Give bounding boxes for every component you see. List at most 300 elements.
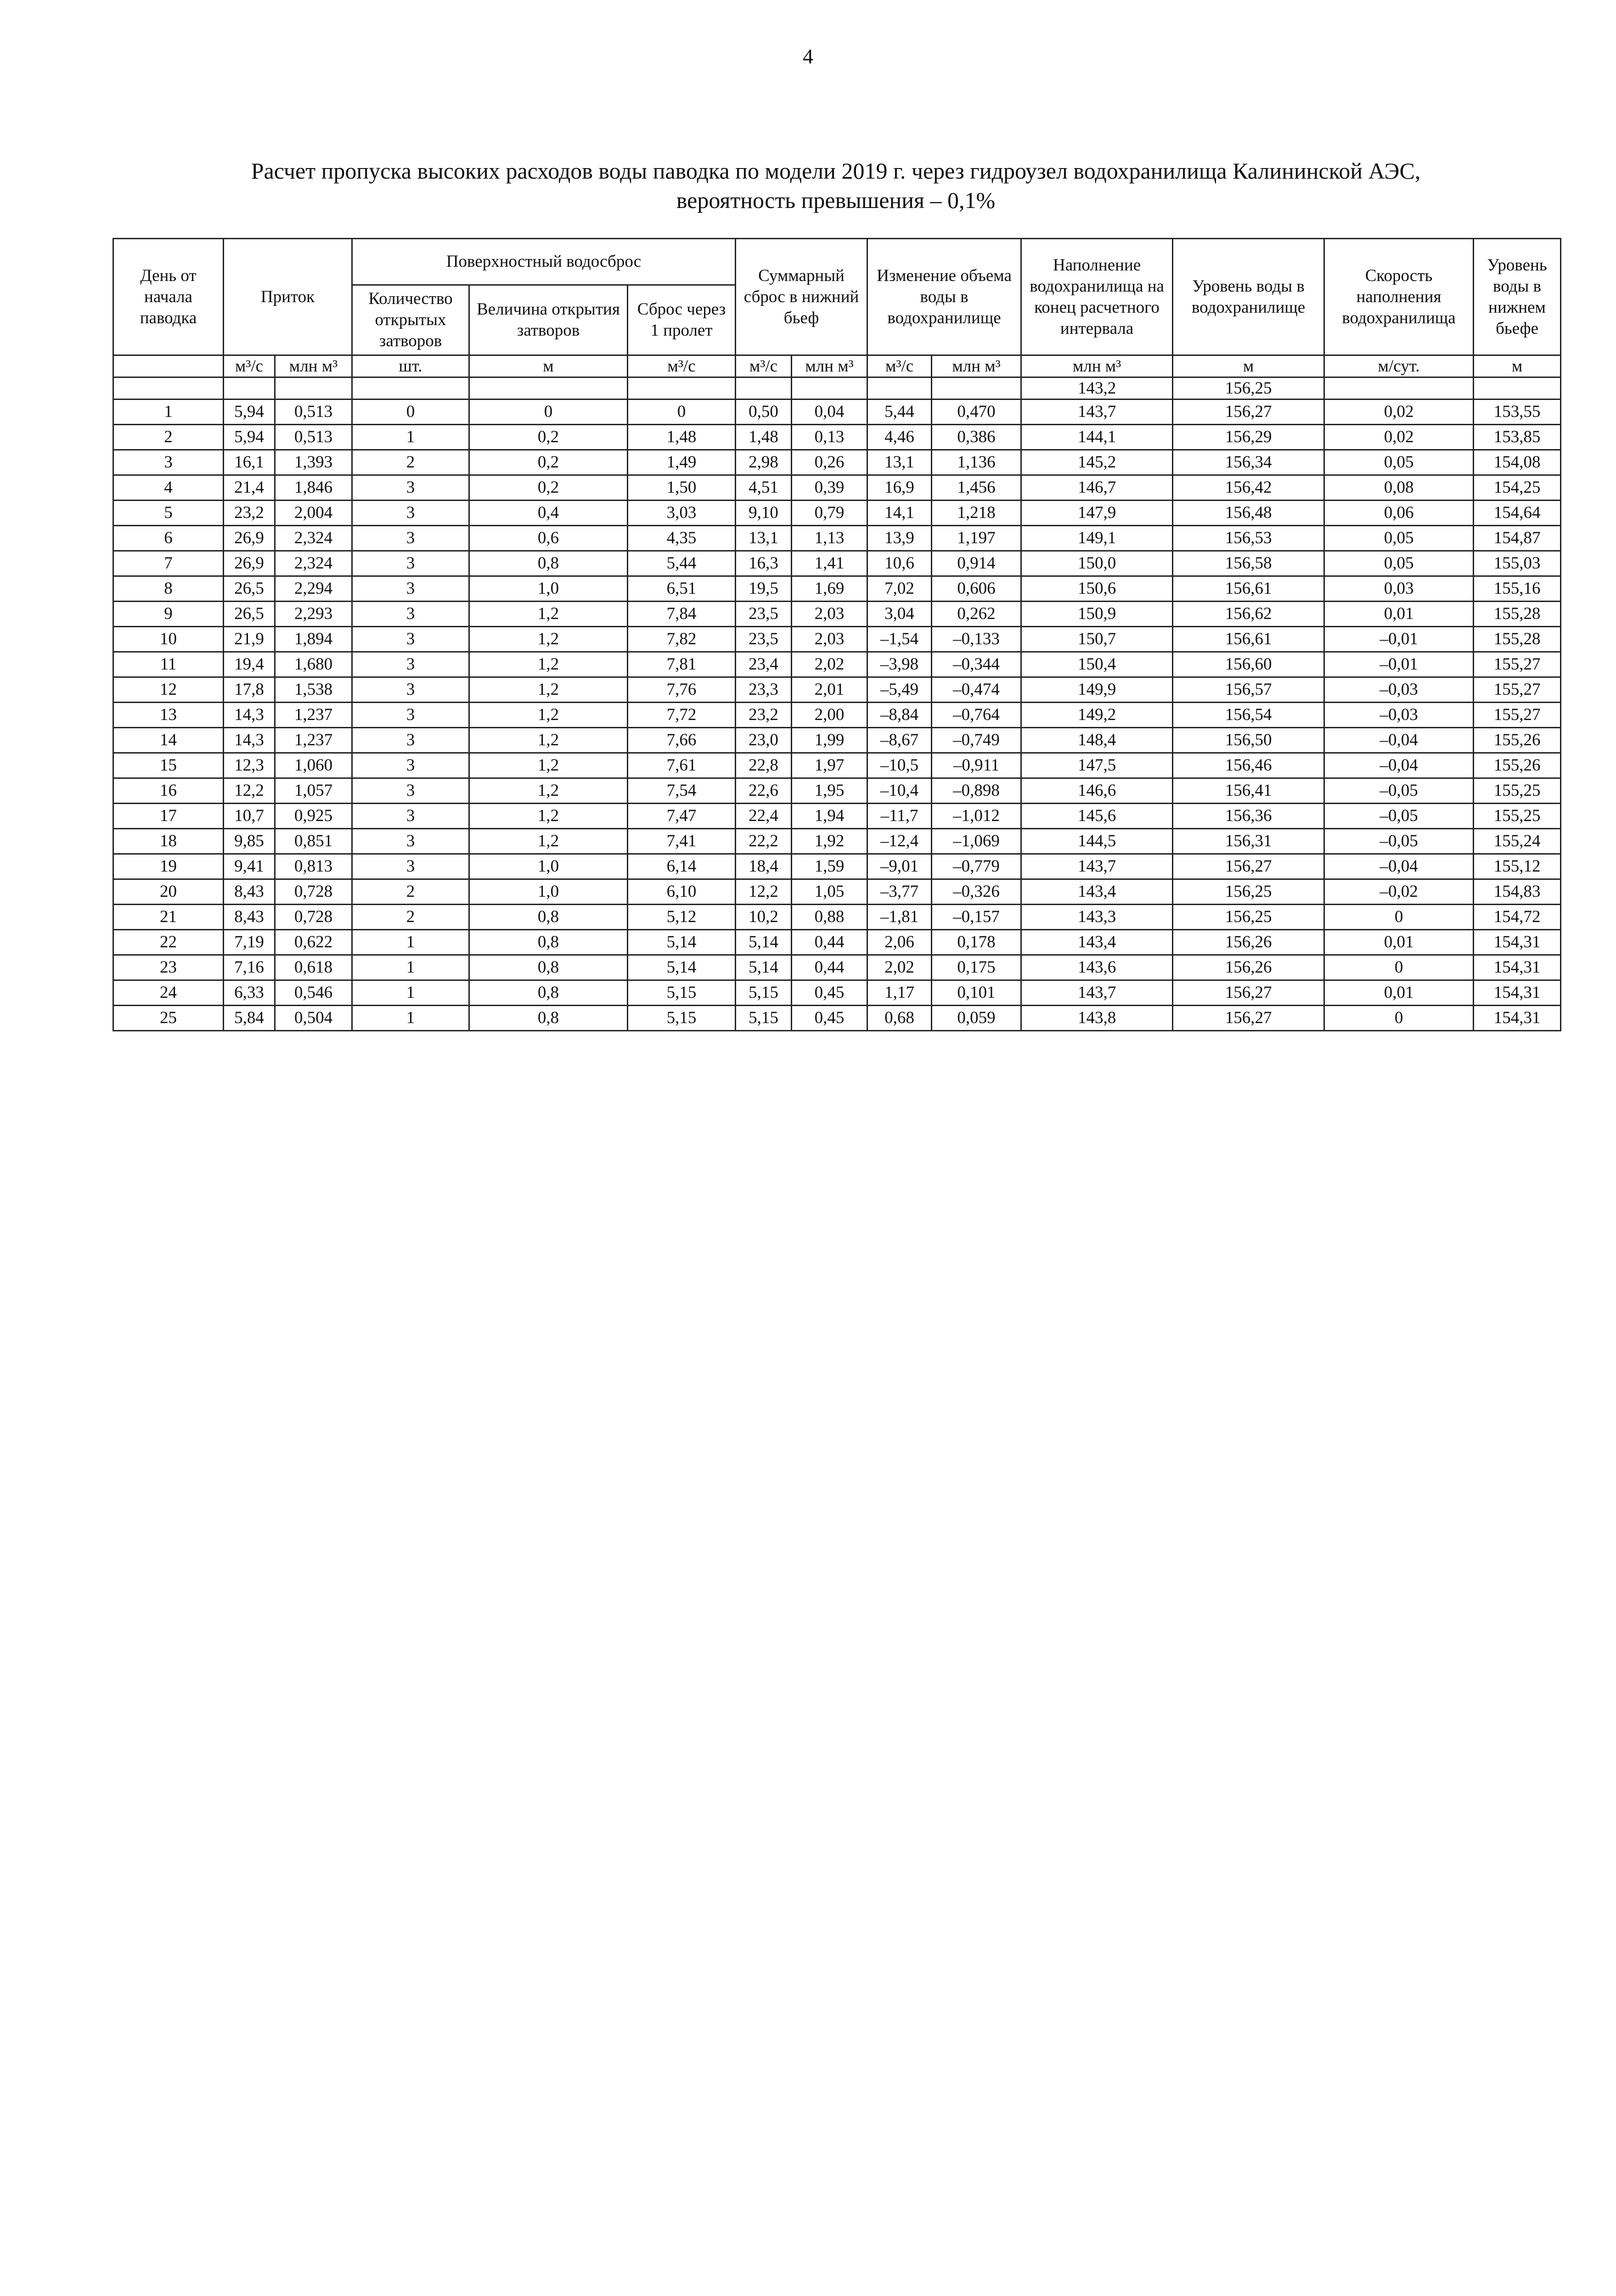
value-cell: 3 — [352, 829, 469, 854]
value-cell: 7,16 — [224, 955, 275, 980]
value-cell: 1,48 — [628, 425, 736, 450]
value-cell: 0,2 — [469, 425, 628, 450]
value-cell: 14,1 — [867, 501, 932, 526]
value-cell: 0,08 — [1324, 475, 1474, 501]
value-cell: 4,51 — [736, 475, 792, 501]
value-cell: 0,26 — [792, 450, 867, 475]
value-cell: 2,293 — [275, 602, 352, 627]
value-cell: 9,41 — [224, 854, 275, 879]
value-cell: 1,49 — [628, 450, 736, 475]
value-cell: 156,42 — [1173, 475, 1324, 501]
value-cell: 12,3 — [224, 753, 275, 778]
value-cell: 1 — [352, 425, 469, 450]
value-cell: 0,504 — [275, 1006, 352, 1031]
value-cell: 150,0 — [1021, 551, 1173, 576]
value-cell: 1,0 — [469, 879, 628, 905]
value-cell: 0,50 — [736, 400, 792, 425]
value-cell: 0,2 — [469, 450, 628, 475]
header-gates-count: Количество открытых затворов — [352, 285, 469, 355]
value-cell: 0,79 — [792, 501, 867, 526]
value-cell: 6,14 — [628, 854, 736, 879]
value-cell: 23,5 — [736, 627, 792, 652]
value-cell: 3 — [352, 627, 469, 652]
value-cell: 0,01 — [1324, 980, 1474, 1006]
value-cell: 1,13 — [792, 526, 867, 551]
value-cell: 1,0 — [469, 854, 628, 879]
value-cell: 10,7 — [224, 804, 275, 829]
value-cell: 149,2 — [1021, 703, 1173, 728]
value-cell: 3 — [352, 753, 469, 778]
value-cell: 3 — [352, 778, 469, 804]
day-cell: 10 — [113, 627, 224, 652]
table-row — [113, 703, 1561, 728]
header-spillway: Поверхностный водосброс — [352, 239, 736, 285]
value-cell: 0,813 — [275, 854, 352, 879]
unit-cell-empty — [113, 355, 224, 377]
value-cell: 5,12 — [628, 905, 736, 930]
table-row — [113, 526, 1561, 551]
value-cell: 23,4 — [736, 652, 792, 677]
header-total-discharge: Суммарный сброс в нижний бьеф — [736, 239, 867, 355]
initial-filling: 143,2 — [1021, 377, 1173, 400]
table-row — [113, 980, 1561, 1006]
value-cell: 0,45 — [792, 1006, 867, 1031]
value-cell: 0,262 — [932, 602, 1021, 627]
value-cell: 143,7 — [1021, 980, 1173, 1006]
value-cell: 154,64 — [1474, 501, 1561, 526]
value-cell: 16,1 — [224, 450, 275, 475]
value-cell: 5,15 — [736, 1006, 792, 1031]
value-cell: 23,0 — [736, 728, 792, 753]
value-cell: 5,44 — [867, 400, 932, 425]
value-cell: 0,513 — [275, 400, 352, 425]
value-cell: 155,12 — [1474, 854, 1561, 879]
unit-cell: млн м³ — [932, 355, 1021, 377]
value-cell: 154,31 — [1474, 955, 1561, 980]
value-cell: –3,77 — [867, 879, 932, 905]
value-cell: 19,4 — [224, 652, 275, 677]
value-cell: 1,538 — [275, 677, 352, 703]
value-cell: 147,9 — [1021, 501, 1173, 526]
value-cell: 154,08 — [1474, 450, 1561, 475]
value-cell: 0 — [1324, 955, 1474, 980]
value-cell: 0,622 — [275, 930, 352, 955]
value-cell: 5,15 — [628, 1006, 736, 1031]
value-cell: 12,2 — [736, 879, 792, 905]
title-line-1: Расчет пропуска высоких расходов воды паводка по модели 2019 г. через гидроузел водохранилища Калининской АЭС, — [251, 158, 1421, 184]
value-cell: 8,43 — [224, 879, 275, 905]
table-row — [113, 450, 1561, 475]
value-cell: 0,03 — [1324, 576, 1474, 602]
day-cell: 23 — [113, 955, 224, 980]
value-cell: –10,5 — [867, 753, 932, 778]
value-cell: 150,6 — [1021, 576, 1173, 602]
value-cell: 9,10 — [736, 501, 792, 526]
unit-cell: млн м³ — [792, 355, 867, 377]
value-cell: 22,2 — [736, 829, 792, 854]
flood-discharge-table — [113, 238, 1561, 1031]
day-cell: 6 — [113, 526, 224, 551]
value-cell: 150,9 — [1021, 602, 1173, 627]
value-cell: 2,01 — [792, 677, 867, 703]
value-cell: 0,44 — [792, 930, 867, 955]
value-cell: 7,19 — [224, 930, 275, 955]
value-cell: 7,66 — [628, 728, 736, 753]
value-cell: 1,05 — [792, 879, 867, 905]
value-cell: 26,5 — [224, 602, 275, 627]
value-cell: 156,26 — [1173, 955, 1324, 980]
value-cell: 1,136 — [932, 450, 1021, 475]
value-cell: 145,6 — [1021, 804, 1173, 829]
header-volume-change: Изменение объема воды в водохранилище — [867, 239, 1021, 355]
header-level-reservoir: Уровень воды в водохранилище — [1173, 239, 1324, 355]
value-cell: –0,01 — [1324, 627, 1474, 652]
value-cell: 143,3 — [1021, 905, 1173, 930]
value-cell: 156,36 — [1173, 804, 1324, 829]
value-cell: 1,48 — [736, 425, 792, 450]
value-cell: –0,04 — [1324, 728, 1474, 753]
value-cell: 1 — [352, 955, 469, 980]
value-cell: –0,02 — [1324, 879, 1474, 905]
value-cell: 156,26 — [1173, 930, 1324, 955]
value-cell: 150,4 — [1021, 652, 1173, 677]
value-cell: 0,546 — [275, 980, 352, 1006]
value-cell: 3 — [352, 804, 469, 829]
value-cell: –0,474 — [932, 677, 1021, 703]
value-cell: 13,9 — [867, 526, 932, 551]
day-cell: 11 — [113, 652, 224, 677]
value-cell: 1,237 — [275, 728, 352, 753]
value-cell: 3,04 — [867, 602, 932, 627]
value-cell: 156,29 — [1173, 425, 1324, 450]
value-cell: 144,1 — [1021, 425, 1173, 450]
value-cell: 0,05 — [1324, 526, 1474, 551]
day-cell: 18 — [113, 829, 224, 854]
table-row — [113, 677, 1561, 703]
value-cell: 6,51 — [628, 576, 736, 602]
day-cell: 4 — [113, 475, 224, 501]
value-cell: –0,03 — [1324, 703, 1474, 728]
value-cell: 0,04 — [792, 400, 867, 425]
value-cell: –0,04 — [1324, 753, 1474, 778]
value-cell: 23,2 — [224, 501, 275, 526]
value-cell: 153,55 — [1474, 400, 1561, 425]
value-cell: 1,41 — [792, 551, 867, 576]
value-cell: 2,324 — [275, 526, 352, 551]
value-cell: 147,5 — [1021, 753, 1173, 778]
day-cell: 19 — [113, 854, 224, 879]
value-cell: 7,76 — [628, 677, 736, 703]
value-cell: 7,72 — [628, 703, 736, 728]
value-cell: –8,67 — [867, 728, 932, 753]
value-cell: 1,17 — [867, 980, 932, 1006]
value-cell: 5,14 — [736, 930, 792, 955]
value-cell: –8,84 — [867, 703, 932, 728]
value-cell: 10,6 — [867, 551, 932, 576]
value-cell: 1,060 — [275, 753, 352, 778]
value-cell: 6,10 — [628, 879, 736, 905]
value-cell: 0,606 — [932, 576, 1021, 602]
day-cell: 24 — [113, 980, 224, 1006]
value-cell: 2,06 — [867, 930, 932, 955]
value-cell: 154,31 — [1474, 930, 1561, 955]
value-cell: 0,8 — [469, 551, 628, 576]
value-cell: 155,27 — [1474, 703, 1561, 728]
value-cell: 0,06 — [1324, 501, 1474, 526]
day-cell: 1 — [113, 400, 224, 425]
value-cell: 0,45 — [792, 980, 867, 1006]
value-cell: –11,7 — [867, 804, 932, 829]
value-cell: 156,34 — [1173, 450, 1324, 475]
table-row — [113, 930, 1561, 955]
value-cell: 1,97 — [792, 753, 867, 778]
value-cell: 3 — [352, 501, 469, 526]
value-cell: 0,8 — [469, 905, 628, 930]
document-title — [138, 156, 1534, 215]
value-cell: 18,4 — [736, 854, 792, 879]
value-cell: 156,25 — [1173, 879, 1324, 905]
value-cell: 1,2 — [469, 753, 628, 778]
value-cell: 3 — [352, 728, 469, 753]
value-cell: 144,5 — [1021, 829, 1173, 854]
value-cell: –0,04 — [1324, 854, 1474, 879]
value-cell: –0,749 — [932, 728, 1021, 753]
initial-level: 156,25 — [1173, 377, 1324, 400]
value-cell: 154,72 — [1474, 905, 1561, 930]
value-cell: 156,27 — [1173, 854, 1324, 879]
value-cell: 21,4 — [224, 475, 275, 501]
value-cell: –12,4 — [867, 829, 932, 854]
value-cell: 2,294 — [275, 576, 352, 602]
units-row — [113, 355, 1561, 377]
value-cell: –10,4 — [867, 778, 932, 804]
value-cell: 3 — [352, 854, 469, 879]
day-cell: 17 — [113, 804, 224, 829]
value-cell: 17,8 — [224, 677, 275, 703]
value-cell: –0,05 — [1324, 804, 1474, 829]
value-cell: 22,4 — [736, 804, 792, 829]
value-cell: 2,02 — [867, 955, 932, 980]
value-cell: 1,2 — [469, 627, 628, 652]
value-cell: 10,2 — [736, 905, 792, 930]
value-cell: 14,3 — [224, 728, 275, 753]
value-cell: 143,4 — [1021, 879, 1173, 905]
header-level-tailwater: Уровень воды в нижнем бьефе — [1474, 239, 1561, 355]
value-cell: 0,925 — [275, 804, 352, 829]
value-cell: 0 — [469, 400, 628, 425]
unit-cell: м³/с — [736, 355, 792, 377]
header-filling: Наполнение водохранилища на конец расчетного интервала — [1021, 239, 1173, 355]
value-cell: 154,83 — [1474, 879, 1561, 905]
value-cell: 3 — [352, 551, 469, 576]
value-cell: 155,27 — [1474, 677, 1561, 703]
day-cell: 12 — [113, 677, 224, 703]
day-cell: 8 — [113, 576, 224, 602]
table-row — [113, 576, 1561, 602]
day-cell: 15 — [113, 753, 224, 778]
value-cell: 0,8 — [469, 955, 628, 980]
value-cell: 26,9 — [224, 526, 275, 551]
value-cell: 23,5 — [736, 602, 792, 627]
value-cell: 0,470 — [932, 400, 1021, 425]
unit-cell: млн м³ — [275, 355, 352, 377]
value-cell: –1,54 — [867, 627, 932, 652]
value-cell: 1,94 — [792, 804, 867, 829]
value-cell: 5,14 — [628, 930, 736, 955]
value-cell: 0,02 — [1324, 425, 1474, 450]
unit-cell: м³/с — [867, 355, 932, 377]
value-cell: 2,03 — [792, 602, 867, 627]
value-cell: 1,2 — [469, 677, 628, 703]
unit-cell: млн м³ — [1021, 355, 1173, 377]
table-row — [113, 778, 1561, 804]
value-cell: 26,5 — [224, 576, 275, 602]
value-cell: 156,62 — [1173, 602, 1324, 627]
unit-cell: м — [1173, 355, 1324, 377]
value-cell: 23,2 — [736, 703, 792, 728]
value-cell: 143,6 — [1021, 955, 1173, 980]
value-cell: –0,05 — [1324, 829, 1474, 854]
value-cell: 154,31 — [1474, 1006, 1561, 1031]
value-cell: 2,324 — [275, 551, 352, 576]
value-cell: 3 — [352, 602, 469, 627]
day-cell: 2 — [113, 425, 224, 450]
table-body — [113, 400, 1561, 1031]
value-cell: –0,157 — [932, 905, 1021, 930]
unit-cell: шт. — [352, 355, 469, 377]
value-cell: 3 — [352, 576, 469, 602]
header-gate-opening: Величина открытия затворов — [469, 285, 628, 355]
value-cell: 0,4 — [469, 501, 628, 526]
value-cell: 1,69 — [792, 576, 867, 602]
value-cell: 5,94 — [224, 425, 275, 450]
value-cell: 5,15 — [736, 980, 792, 1006]
value-cell: 1,846 — [275, 475, 352, 501]
value-cell: 2 — [352, 879, 469, 905]
value-cell: –5,49 — [867, 677, 932, 703]
page-number: 4 — [803, 45, 813, 68]
unit-cell: м — [469, 355, 628, 377]
unit-cell: м³/с — [628, 355, 736, 377]
value-cell: –0,05 — [1324, 778, 1474, 804]
value-cell: 7,84 — [628, 602, 736, 627]
value-cell: 4,35 — [628, 526, 736, 551]
value-cell: 1,2 — [469, 728, 628, 753]
value-cell: 1,393 — [275, 450, 352, 475]
value-cell: 4,46 — [867, 425, 932, 450]
value-cell: 5,14 — [736, 955, 792, 980]
value-cell: 0 — [352, 400, 469, 425]
value-cell: 1,2 — [469, 652, 628, 677]
value-cell: 0,05 — [1324, 450, 1474, 475]
value-cell: 1,2 — [469, 804, 628, 829]
day-cell: 3 — [113, 450, 224, 475]
value-cell: 0,728 — [275, 905, 352, 930]
value-cell: 1,50 — [628, 475, 736, 501]
value-cell: 0,8 — [469, 930, 628, 955]
value-cell: 0,101 — [932, 980, 1021, 1006]
header-discharge-span: Сброс через 1 пролет — [628, 285, 736, 355]
value-cell: 155,16 — [1474, 576, 1561, 602]
value-cell: –0,133 — [932, 627, 1021, 652]
value-cell: 1,680 — [275, 652, 352, 677]
value-cell: –0,764 — [932, 703, 1021, 728]
value-cell: 7,82 — [628, 627, 736, 652]
value-cell: 1,2 — [469, 829, 628, 854]
value-cell: 0,02 — [1324, 400, 1474, 425]
day-cell: 21 — [113, 905, 224, 930]
unit-cell: м³/с — [224, 355, 275, 377]
value-cell: 1,59 — [792, 854, 867, 879]
value-cell: 3 — [352, 475, 469, 501]
value-cell: 155,03 — [1474, 551, 1561, 576]
value-cell: 146,7 — [1021, 475, 1173, 501]
value-cell: 146,6 — [1021, 778, 1173, 804]
value-cell: 7,02 — [867, 576, 932, 602]
value-cell: 155,25 — [1474, 804, 1561, 829]
value-cell: 26,9 — [224, 551, 275, 576]
value-cell: 7,61 — [628, 753, 736, 778]
value-cell: 1,92 — [792, 829, 867, 854]
day-cell: 25 — [113, 1006, 224, 1031]
value-cell: 156,27 — [1173, 1006, 1324, 1031]
table-row — [113, 905, 1561, 930]
value-cell: 0,513 — [275, 425, 352, 450]
value-cell: 153,85 — [1474, 425, 1561, 450]
value-cell: 155,28 — [1474, 602, 1561, 627]
value-cell: 0 — [1324, 905, 1474, 930]
table-row — [113, 652, 1561, 677]
value-cell: –0,326 — [932, 879, 1021, 905]
table-row — [113, 627, 1561, 652]
table-row — [113, 854, 1561, 879]
value-cell: 1,456 — [932, 475, 1021, 501]
value-cell: 0,68 — [867, 1006, 932, 1031]
value-cell: 0,175 — [932, 955, 1021, 980]
value-cell: 2,98 — [736, 450, 792, 475]
table-row — [113, 753, 1561, 778]
value-cell: –0,03 — [1324, 677, 1474, 703]
day-cell: 14 — [113, 728, 224, 753]
value-cell: 1,237 — [275, 703, 352, 728]
value-cell: 145,2 — [1021, 450, 1173, 475]
day-cell: 5 — [113, 501, 224, 526]
table-row — [113, 829, 1561, 854]
value-cell: –1,069 — [932, 829, 1021, 854]
value-cell: 2,00 — [792, 703, 867, 728]
day-cell: 9 — [113, 602, 224, 627]
value-cell: 3 — [352, 526, 469, 551]
value-cell: 22,8 — [736, 753, 792, 778]
value-cell: 0,44 — [792, 955, 867, 980]
value-cell: 1 — [352, 930, 469, 955]
value-cell: 0,728 — [275, 879, 352, 905]
table-row — [113, 879, 1561, 905]
value-cell: 7,54 — [628, 778, 736, 804]
value-cell: –0,344 — [932, 652, 1021, 677]
day-cell: 16 — [113, 778, 224, 804]
value-cell: 156,46 — [1173, 753, 1324, 778]
value-cell: 12,2 — [224, 778, 275, 804]
value-cell: 156,50 — [1173, 728, 1324, 753]
table-row — [113, 425, 1561, 450]
value-cell: 14,3 — [224, 703, 275, 728]
value-cell: 154,31 — [1474, 980, 1561, 1006]
value-cell: 3 — [352, 703, 469, 728]
table-row — [113, 475, 1561, 501]
value-cell: 1,95 — [792, 778, 867, 804]
value-cell: 0,059 — [932, 1006, 1021, 1031]
